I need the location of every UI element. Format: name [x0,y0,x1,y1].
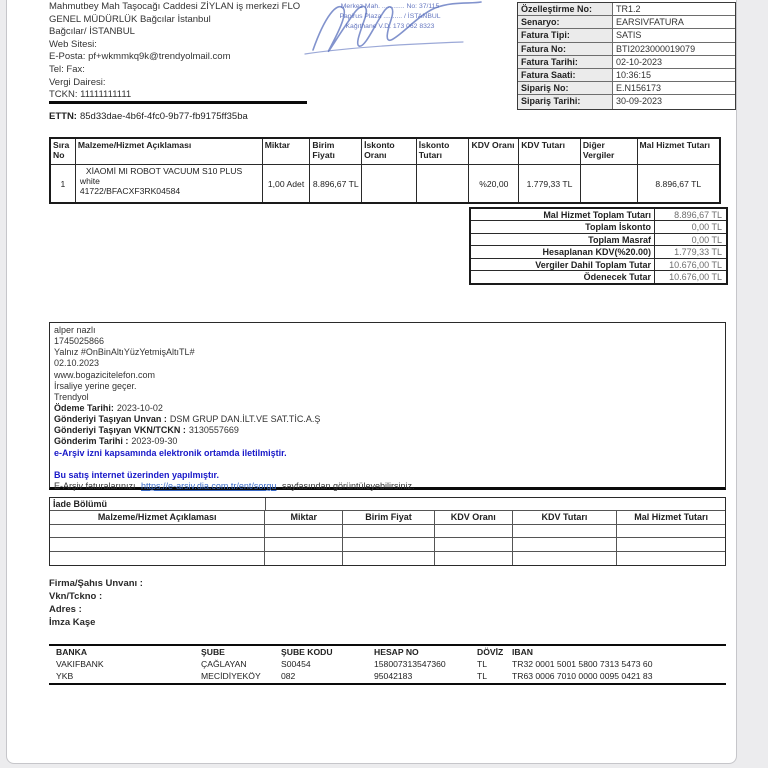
col-header: İskonto Tutarı [417,139,470,164]
invoice-info-row [518,95,735,108]
bank-row [49,659,726,671]
info-value: E.N156173 [616,83,662,94]
total-label: Toplam İskonto [471,221,655,232]
col-header: İskonto Oranı [362,139,417,164]
note-line: Yalnız #OnBinAltıYüzYetmişAltıTL# [54,347,195,358]
seller-website-label: Web Sitesi: [49,38,97,50]
return-section-table [49,497,726,566]
total-label: Toplam Masraf [471,234,655,245]
item-vat-rate: %20,00 [469,165,519,202]
totals-row [471,209,726,221]
item-desc-line: white [79,176,100,186]
col-header: Mal Hizmet Tutarı [639,140,711,150]
total-label: Ödenecek Tutar [471,271,655,283]
totals-row [471,221,726,233]
note-line: 02.10.2023 [54,358,100,369]
line-items-table [49,137,721,204]
note-labeled-line [54,403,721,414]
invoice-info-row [518,43,735,56]
buyer-signature-block [49,577,143,629]
bank-iban: TR32 0001 5001 5800 7313 5473 60 [512,659,653,669]
ettn-label: ETTN: [49,111,77,122]
ettn-value: 85d33dae-4b6f-4fc0-9b77-fb9175ff35ba [79,111,248,122]
total-label: Hesaplanan KDV(%20.00) [471,246,655,257]
return-title-spacer [266,498,725,510]
col-header: Birim Fiyat [343,511,435,524]
info-label: Fatura Tipi: [518,29,613,41]
bank-currency: TL [477,659,488,669]
invoice-info-row [518,69,735,82]
info-value: 02-10-2023 [616,56,663,67]
bank-branch: MECİDİYEKÖY [201,671,261,681]
note-line: www.bogazicitelefon.com [54,369,156,380]
return-title-row [50,498,725,511]
bank-iban: TR63 0006 7010 0000 0095 0421 83 [512,671,653,681]
totals-row [471,271,726,283]
stamp-text-line: Papirus Plaza .......... / İSTANBUL [339,13,441,20]
col-header: KDV Tutarı [519,139,581,164]
seller-address-line: Mahmutbey Mah Taşocağı Caddesi ZİYLAN iş merkezi FLO [49,1,301,12]
invoice-info-row [518,82,735,95]
seller-tckn-line: TCKN: 11111111111 [49,89,132,101]
return-empty-row [50,525,725,539]
col-header: Birim Fiyatı [310,139,362,164]
item-line-total: 8.896,67 TL [655,178,702,189]
note-line: alper nazlı [54,325,96,335]
col-header: Diğer Vergiler [581,139,638,164]
notes-box [49,322,726,490]
note-labeled-line [54,414,721,425]
bank-name: YKB [56,671,74,681]
link-suffix-text: sayfasından görüntüleyebilirsiniz. [281,480,415,491]
info-label: Sipariş No: [518,82,613,94]
note-value: 3130557669 [188,425,239,436]
invoice-info-table [517,2,736,110]
totals-row [471,259,726,271]
info-label: Senaryo: [518,16,613,28]
info-value: SATIS [616,30,642,41]
col-header: ŞUBE [201,647,225,657]
total-value: 0,00 TL [691,234,722,245]
note-labeled-line [54,436,721,447]
info-label: Sipariş Tarihi: [518,95,613,108]
invoice-info-row [518,29,735,42]
return-header-row [50,511,725,525]
total-label: Mal Hizmet Toplam Tutarı [471,209,655,220]
item-row [51,164,719,202]
blank-line [54,459,721,470]
note-value: 2023-10-02 [116,402,163,413]
return-empty-row [50,552,725,566]
note-value: 2023-09-30 [131,436,178,447]
item-desc-line: 41722/BFACXF3RK04584 [79,186,181,196]
earsiv-link-line [54,481,721,492]
item-discount-rate [362,165,417,202]
col-header: Miktar [263,139,311,164]
bank-currency: TL [477,671,488,681]
total-label: Vergiler Dahil Toplam Tutar [471,259,655,270]
invoice-info-row [518,16,735,29]
info-value: EARSIVFATURA [616,17,684,28]
col-header: KDV Oranı [469,139,519,164]
note-labeled-line [54,425,721,436]
item-discount-amount [417,165,470,202]
note-label: Gönderiyi Taşıyan VKN/TCKN : [54,425,186,436]
seller-address-line: Bağcılar/ İSTANBUL [49,26,135,38]
note-value: DSM GRUP DAN.İLT.VE SAT.TİC.A.Ş [169,414,321,425]
total-value: 0,00 TL [691,222,722,233]
info-value: 10:36:15 [616,69,652,80]
info-value: BTI2023000019079 [616,43,696,54]
item-desc-line: XİAOMİ MI ROBOT VACUUM S10 PLUS [85,166,243,176]
seller-tax-office-line: Vergi Dairesi: [49,76,106,88]
col-header: ŞUBE KODU [281,647,333,657]
bank-account-no: 95042183 [374,671,413,681]
bank-branch: ÇAĞLAYAN [201,659,247,669]
signature-stamp-label: İmza Kaşe [49,617,96,628]
section-divider [49,101,307,104]
item-no: 1 [51,165,76,202]
bank-branch-code: 082 [281,671,296,681]
info-value: 30-09-2023 [616,96,663,107]
note-label: Gönderiyi Taşıyan Unvan : [54,414,167,425]
return-section-title: İade Bölümü [50,498,266,510]
company-name-label: Firma/Şahıs Unvanı : [49,578,143,589]
col-header: Malzeme/Hizmet Açıklaması [76,139,263,164]
item-quantity: 1,00 Adet [263,165,311,202]
vkn-tckno-label: Vkn/Tckno : [49,591,103,602]
note-line: Trendyol [54,391,89,402]
invoice-info-row [518,3,735,16]
seller-info-block [49,1,300,102]
bank-header-row [49,646,726,659]
col-header: Miktar [265,511,343,524]
link-prefix-text: E-Arşiv faturalarınızı [54,480,136,491]
item-unit-price: 8.896,67 TL [310,165,362,202]
col-header: BANKA [56,647,88,657]
stamp-text-line: Merkez Mah. ............ No: 37/115 [340,3,440,10]
stamp-text-line: Kağıthane V.D. 173 062 8323 [345,23,435,30]
col-header: DÖVİZ [477,647,504,657]
item-vat-amount: 1.779,33 TL [519,165,581,202]
total-value: 10.676,00 TL [669,259,722,270]
bank-branch-code: S00454 [281,659,311,669]
info-label: Fatura Tarihi: [518,56,613,68]
bank-accounts-table [49,644,726,685]
earsiv-portal-link[interactable]: https://e-arsiv.dia.com.tr/ent/sorgu [141,480,277,491]
totals-table [469,207,728,285]
col-header: IBAN [512,647,534,657]
total-value: 10.676,00 TL [669,271,722,282]
seller-tel-fax-line: Tel: Fax: [49,63,85,75]
seller-email-line: E-Posta: pf+wkmmkq9k@trendyolmail.com [49,51,231,63]
col-header: HESAP NO [374,647,419,657]
info-label: Özelleştirme No: [518,3,613,15]
note-line: 1745025866 [54,336,105,347]
item-description [76,165,263,202]
note-line: İrsaliye yerine geçer. [54,380,137,391]
totals-row [471,234,726,246]
col-header: KDV Tutarı [513,511,618,524]
col-header: KDV Oranı [435,511,513,524]
note-label: Gönderim Tarihi : [54,436,129,447]
info-label: Fatura No: [518,43,613,55]
invoice-page [6,0,737,764]
bank-account-no: 158007313547360 [374,659,446,669]
col-header: Malzeme/Hizmet Açıklaması [50,511,265,524]
col-header: Sıra No [51,139,76,164]
bank-name: VAKIFBANK [56,659,104,669]
seller-address-line: GENEL MÜDÜRLÜK Bağcılar İstanbul [49,13,211,25]
company-stamp [295,2,485,32]
ettn-line [49,111,251,122]
items-header-row [51,139,719,164]
item-other-taxes [581,165,638,202]
total-value: 1.779,33 TL [674,247,722,258]
totals-row [471,246,726,258]
address-label: Adres : [49,604,82,615]
note-label: Ödeme Tarihi: [54,402,114,413]
invoice-info-row [518,56,735,69]
info-value: TR1.2 [616,4,641,14]
info-label: Fatura Saati: [518,69,613,81]
internet-sale-notice-line: Bu satış internet üzerinden yapılmıştır. [54,469,220,480]
col-header: Mal Hizmet Tutarı [634,512,709,522]
earsiv-notice-line: e-Arşiv izni kapsamında elektronik ortamda iletilmiştir. [54,447,287,458]
return-empty-row [50,538,725,552]
bank-row [49,671,726,683]
total-value: 8.896,67 TL [674,210,722,220]
